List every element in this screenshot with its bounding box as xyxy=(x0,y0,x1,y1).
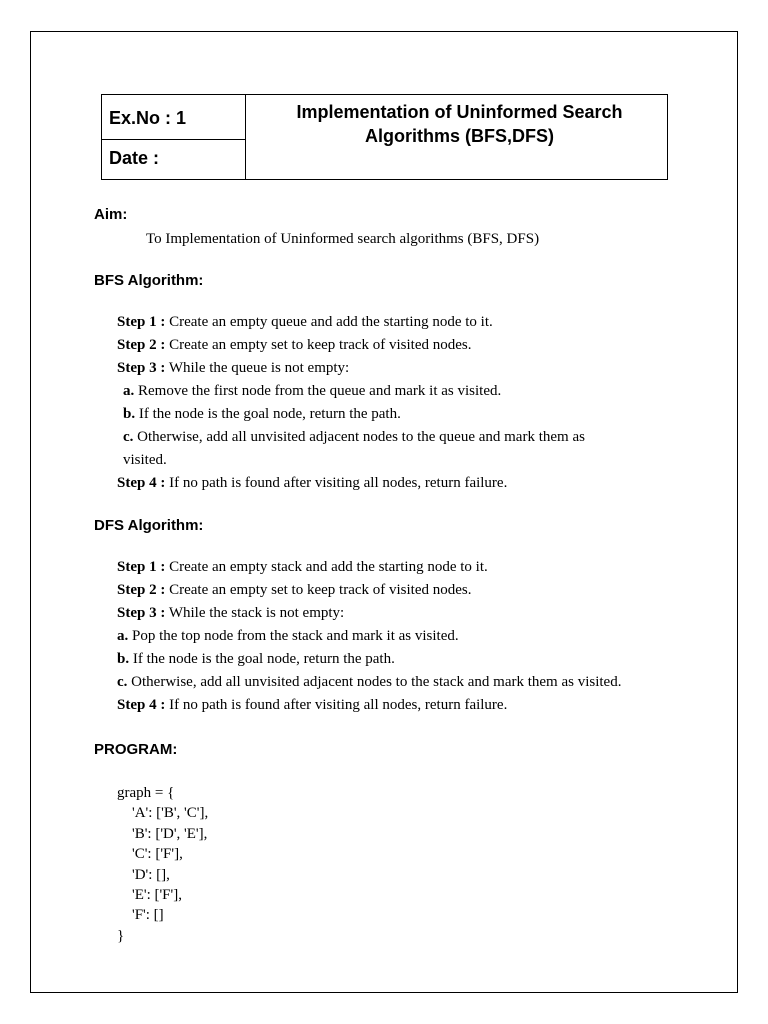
step-text: Otherwise, add all unvisited adjacent nodes to the queue and mark them as xyxy=(133,429,585,445)
step-text: While the queue is not empty: xyxy=(165,360,350,376)
code-line: 'B': ['D', 'E'], xyxy=(132,825,208,842)
dfs-step-line xyxy=(117,628,459,645)
dfs-heading: DFS Algorithm: xyxy=(94,517,204,534)
exno-label: Ex.No : 1 xyxy=(109,108,187,128)
step-label: b. xyxy=(123,406,136,422)
step-text: Create an empty set to keep track of visited nodes. xyxy=(165,337,472,353)
dfs-step-line xyxy=(117,697,507,714)
aim-text: To Implementation of Uninformed search algorithms (BFS, DFS) xyxy=(146,231,540,247)
step-text: While the stack is not empty: xyxy=(165,605,345,621)
bfs-step-line xyxy=(123,383,501,400)
step-text: visited. xyxy=(123,452,167,468)
step-text: Create an empty stack and add the starting node to it. xyxy=(165,559,488,575)
step-text: Create an empty set to keep track of visited nodes. xyxy=(165,582,472,598)
dfs-step-line xyxy=(117,674,621,691)
exno-cell xyxy=(102,95,245,140)
document-title xyxy=(252,100,667,148)
bfs-heading: BFS Algorithm: xyxy=(94,272,204,289)
step-text: Create an empty queue and add the starting node to it. xyxy=(165,314,493,330)
code-line: 'C': ['F'], xyxy=(132,846,183,863)
code-line: 'F': [] xyxy=(132,907,164,924)
bfs-step-line xyxy=(117,475,507,492)
step-label: a. xyxy=(117,628,129,644)
step-label: c. xyxy=(117,674,128,690)
code-line: 'D': [], xyxy=(132,866,170,883)
step-label: a. xyxy=(123,383,135,399)
step-label: Step 4 : xyxy=(117,697,166,713)
step-text: If the node is the goal node, return the path. xyxy=(135,406,401,422)
bfs-step-line xyxy=(123,406,401,423)
step-text: Remove the first node from the queue and mark it as visited. xyxy=(134,383,502,399)
step-text: Otherwise, add all unvisited adjacent nodes to the stack and mark them as visited. xyxy=(127,674,622,690)
program-heading: PROGRAM: xyxy=(94,741,178,758)
step-label: Step 2 : xyxy=(117,582,166,598)
code-line: } xyxy=(117,927,125,944)
step-label: Step 2 : xyxy=(117,337,166,353)
step-text: If no path is found after visiting all nodes, return failure. xyxy=(165,475,508,491)
step-label: Step 3 : xyxy=(117,360,166,376)
code-line: 'A': ['B', 'C'], xyxy=(132,805,209,822)
bfs-step-line xyxy=(117,360,349,377)
bfs-step-line xyxy=(117,314,493,331)
step-label: c. xyxy=(123,429,134,445)
bfs-step-line xyxy=(123,429,585,446)
step-text: Pop the top node from the stack and mark it as visited. xyxy=(128,628,459,644)
dfs-step-line xyxy=(117,559,488,576)
step-text: If no path is found after visiting all nodes, return failure. xyxy=(165,697,508,713)
dfs-step-line xyxy=(117,651,395,668)
dfs-step-line xyxy=(117,605,344,622)
header-table xyxy=(101,94,668,180)
step-label: b. xyxy=(117,651,130,667)
aim-heading: Aim: xyxy=(94,206,128,223)
code-line: 'E': ['F'], xyxy=(132,887,182,903)
bfs-step-line xyxy=(123,452,167,469)
step-label: Step 1 : xyxy=(117,559,166,575)
title-line-1: Implementation of Uninformed Search xyxy=(296,102,623,122)
dfs-step-line xyxy=(117,582,472,599)
step-label: Step 4 : xyxy=(117,475,166,491)
step-label: Step 1 : xyxy=(117,314,166,330)
code-line: graph = { xyxy=(117,785,175,801)
date-label: Date : xyxy=(109,148,160,168)
bfs-step-line xyxy=(117,337,472,354)
step-text: If the node is the goal node, return the path. xyxy=(129,651,395,667)
title-line-2: Algorithms (BFS,DFS) xyxy=(365,126,554,146)
step-label: Step 3 : xyxy=(117,605,166,621)
header-left-column xyxy=(102,95,246,179)
